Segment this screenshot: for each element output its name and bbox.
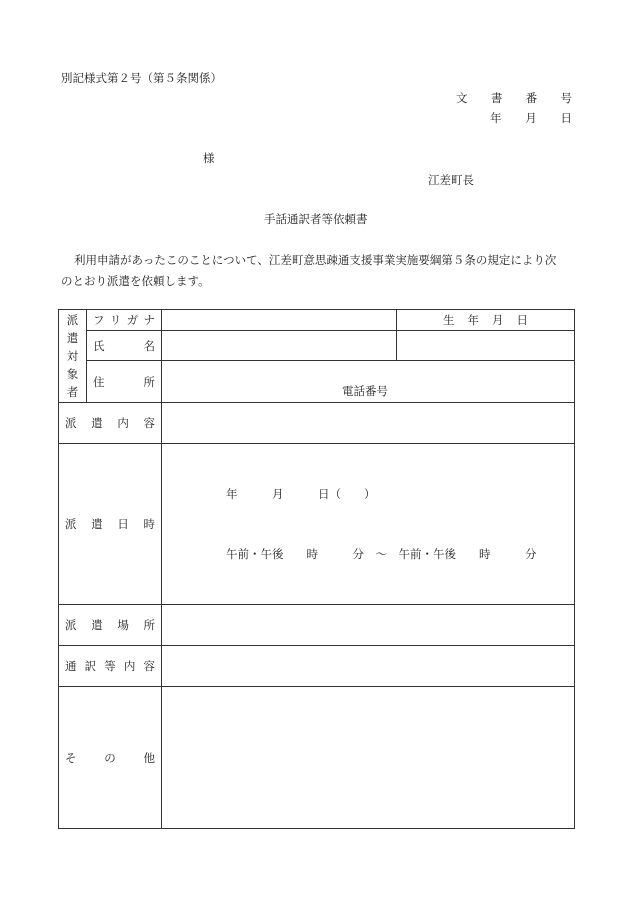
request-form-table xyxy=(58,309,575,829)
dispatch-content-label: 派 遣 内 容 xyxy=(59,403,162,444)
target-person-group-label xyxy=(59,310,87,403)
doc-number-char: 番 xyxy=(525,91,538,105)
other-input[interactable] xyxy=(162,687,575,829)
dispatch-place-input[interactable] xyxy=(162,605,575,646)
dispatch-content-input[interactable] xyxy=(162,403,575,444)
interpretation-content-input[interactable] xyxy=(162,646,575,687)
datetime-date-line: 年 月 日（ ） xyxy=(226,487,376,501)
dispatch-datetime-label: 派 遣 日 時 xyxy=(59,444,162,605)
datetime-time-line: 午前・午後 時 分 ～ 午前・午後 時 分 xyxy=(226,547,537,561)
birthdate-input[interactable] xyxy=(397,331,575,361)
body-text-line-1: 利用申請があったこのことについて、江差町意思疎通支援事業実施要綱第５条の規定により次 xyxy=(74,253,557,267)
group-char: 者 xyxy=(66,385,79,399)
form-number: 別記様式第２号（第５条関係） xyxy=(61,71,222,85)
doc-number-char: 文 xyxy=(456,91,468,105)
group-char: 遣 xyxy=(66,331,79,345)
group-char: 派 xyxy=(66,313,79,327)
furigana-input[interactable] xyxy=(162,310,397,331)
issue-date xyxy=(490,110,572,126)
table-row xyxy=(59,605,575,646)
group-char: 対 xyxy=(66,349,79,363)
furigana-label: フ リ ガ ナ xyxy=(87,310,162,331)
other-label: そ の 他 xyxy=(59,687,162,829)
body-text-line-2: のとおり派遣を依頼します。 xyxy=(61,274,210,288)
interpretation-content-label: 通 訳 等 内 容 xyxy=(59,646,162,687)
table-row xyxy=(59,361,575,403)
table-row xyxy=(59,403,575,444)
sender-name: 江差町長 xyxy=(428,173,474,187)
dispatch-datetime-input[interactable] xyxy=(162,444,575,605)
address-label: 住 所 xyxy=(87,361,162,403)
table-row xyxy=(59,444,575,605)
document-number-label xyxy=(456,90,572,106)
name-label: 氏 名 xyxy=(87,331,162,361)
table-row xyxy=(59,310,575,331)
name-input[interactable] xyxy=(162,331,397,361)
birthdate-label: 生 年 月 日 xyxy=(397,310,575,331)
dispatch-place-label: 派 遣 場 所 xyxy=(59,605,162,646)
date-month-char: 月 xyxy=(525,111,537,125)
doc-number-char: 書 xyxy=(490,91,503,105)
group-char: 象 xyxy=(66,367,79,381)
address-input[interactable] xyxy=(162,361,575,403)
addressee-suffix: 様 xyxy=(203,151,215,165)
date-year-char: 年 xyxy=(490,111,502,125)
document-title: 手話通訳者等依頼書 xyxy=(264,212,368,226)
table-row xyxy=(59,646,575,687)
table-row xyxy=(59,687,575,829)
date-day-char: 日 xyxy=(560,111,572,125)
doc-number-char: 号 xyxy=(560,91,572,105)
phone-number-label: 電話番号 xyxy=(342,384,388,398)
table-row xyxy=(59,331,575,361)
